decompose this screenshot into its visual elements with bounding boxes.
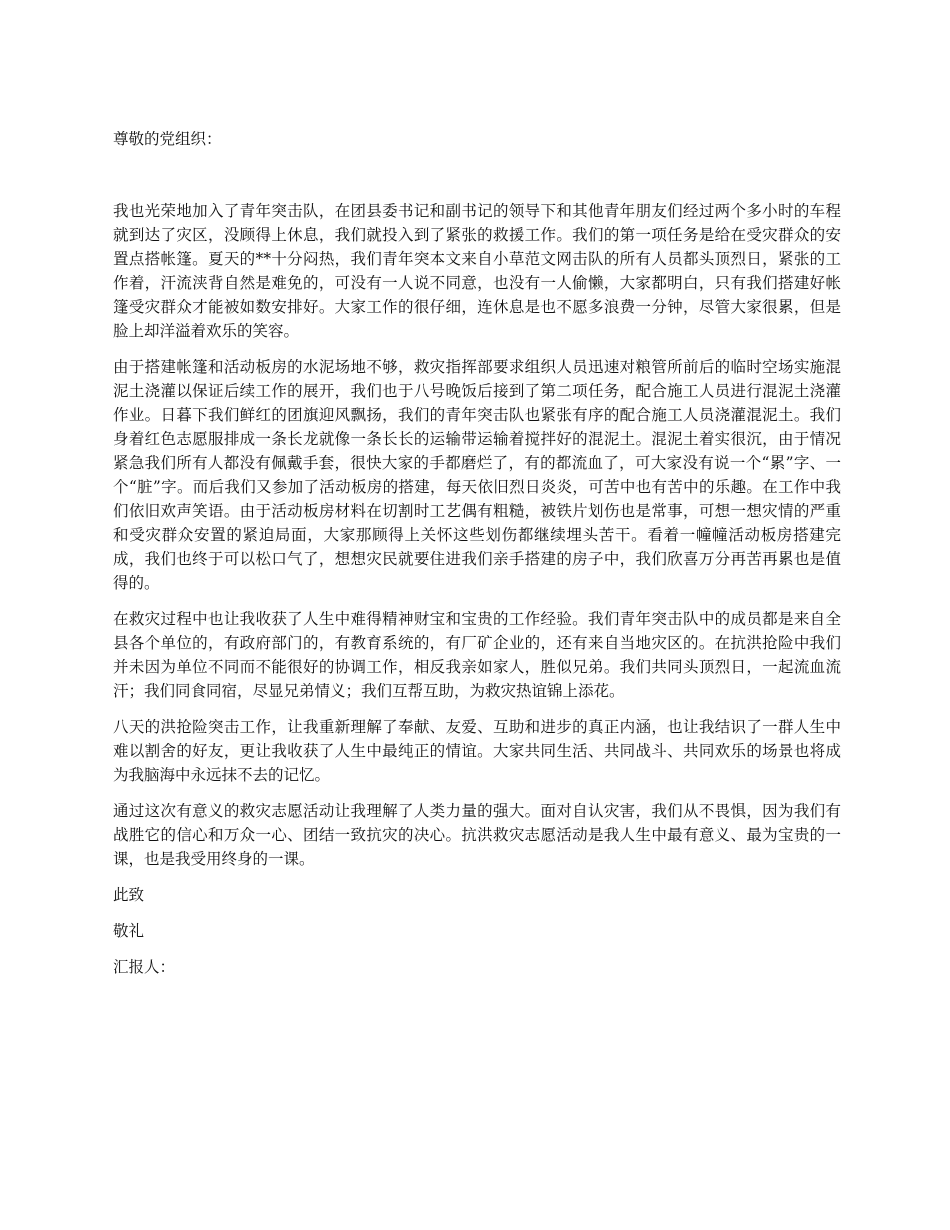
paragraph-5: 通过这次有意义的救灾志愿活动让我理解了人类力量的强大。面对自认灾害，我们从不畏惧，因为我们有战胜它的信心和万众一心、团结一致抗灾的决心。抗洪救灾志愿活动是我人生中最有意义、最为宝贵的一课，也是我受用终身的一课。	[113, 802, 841, 868]
closing-salute: 敬礼	[113, 922, 145, 940]
paragraph-3: 在救灾过程中也让我收获了人生中难得精神财宝和宝贵的工作经验。我们青年突击队中的成员都是来自全县各个单位的，有政府部门的，有教育系统的，有厂矿企业的，还有来自当地灾区的。在抗洪抢险中我们并未因为单位不同而不能很好的协调工作，相反我亲如家人，胜似兄弟。我们共同头顶烈日，一起流血流汗；我们同食同宿，尽显兄弟情义；我们互帮互助，为救灾热谊锦上添花。	[113, 610, 841, 700]
paragraph-1: 我也光荣地加入了青年突击队，在团县委书记和副书记的领导下和其他青年朋友们经过两个多小时的车程就到达了灾区，没顾得上休息，我们就投入到了紧张的救援工作。我们的第一项任务是给在受灾群众的安置点搭帐篷。夏天的**十分闷热，我们青年突本文来自小草范文网击队的所有人员都头顶烈日，紧张的工作着，汗流浃背自然是难免的，可没有一人说不同意，也没有一人偷懒，大家都明白，只有我们搭建好帐篷受灾群众才能被如数安排好。大家工作的很仔细，连休息是也不愿多浪费一分钟，尽管大家很累，但是脸上却洋溢着欢乐的笑容。	[113, 202, 841, 340]
salutation: 尊敬的党组织：	[113, 130, 222, 148]
paragraph-2: 由于搭建帐篷和活动板房的水泥场地不够，救灾指挥部要求组织人员迅速对粮管所前后的临时空场实施混泥土浇灌以保证后续工作的展开，我们也于八号晚饭后接到了第二项任务，配合施工人员进行混泥土浇灌作业。日暮下我们鲜红的团旗迎风飘扬，我们的青年突击队也紧张有序的配合施工人员浇灌混泥土。我们身着红色志愿服排成一条长龙就像一条长长的运输带运输着搅拌好的混泥土。混泥土着实很沉，由于情况紧急我们所有人都没有佩戴手套，很快大家的手都磨烂了，有的都流血了，可大家没有说一个“累”字、一个“脏”字。而后我们又参加了活动板房的搭建，每天依旧烈日炎炎，可苦中也有苦中的乐趣。在工作中我们依旧欢声笑语。由于活动板房材料在切割时工艺偶有粗糙，被铁片划伤也是常事，可想一想灾情的严重和受灾群众安置的紧迫局面，大家那顾得上关怀这些划伤都继续埋头苦干。看着一幢幢活动板房搭建完成，我们也终于可以松口气了，想想灾民就要住进我们亲手搭建的房子中，我们欣喜万分再苦再累也是值得的。	[113, 358, 841, 592]
paragraph-4: 八天的洪抢险突击工作，让我重新理解了奉献、友爱、互助和进步的真正内涵，也让我结识了一群人生中难以割舍的好友，更让我收获了人生中最纯正的情谊。大家共同生活、共同战斗、共同欢乐的场景也将成为我脑海中永远抹不去的记忆。	[113, 718, 841, 784]
reporter-label: 汇报人：	[113, 958, 176, 976]
closing-greeting: 此致	[113, 886, 145, 904]
document-body	[113, 199, 841, 991]
